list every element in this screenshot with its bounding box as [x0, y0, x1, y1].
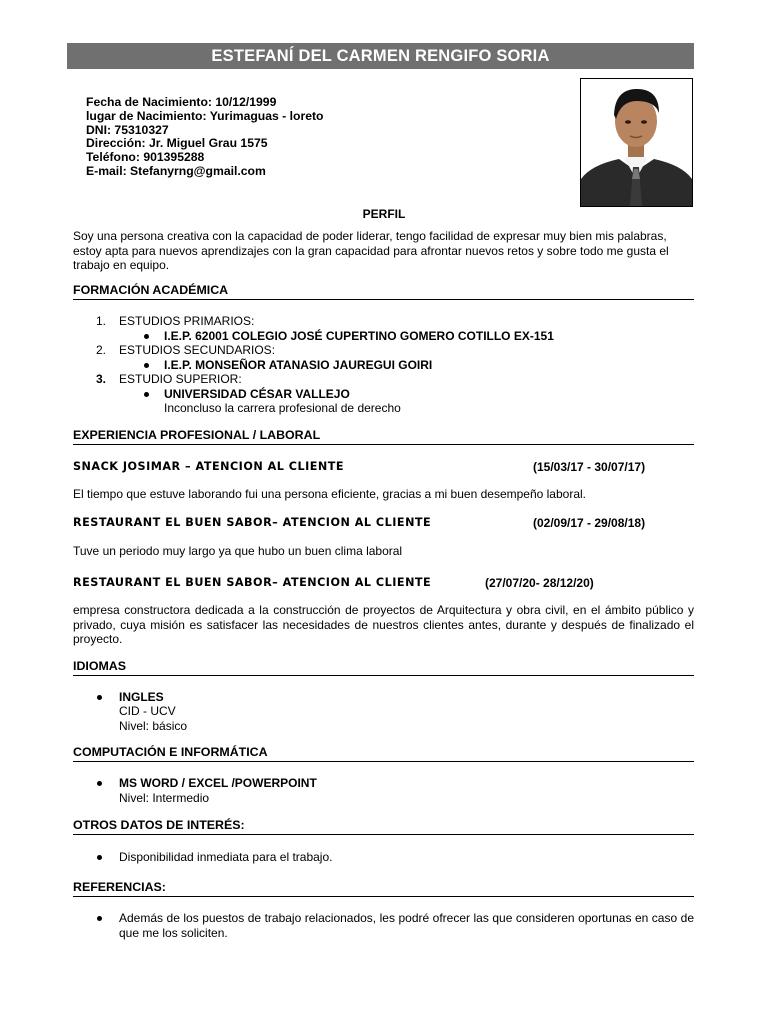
- section-experiencia: EXPERIENCIA PROFESIONAL / LABORAL: [73, 428, 694, 445]
- section-computacion: COMPUTACIÓN E INFORMÁTICA: [73, 745, 694, 762]
- email: E-mail: Stefanyrng@gmail.com: [86, 163, 266, 178]
- section-formacion: FORMACIÓN ACADÉMICA: [73, 283, 694, 300]
- perfil-text: Soy una persona creativa con la capacidad de poder liderar, tengo facilidad de expresar muy bien mis palabras, estoy apta para nuevos aprendizajes con la gran capacidad para afrontar nuevos retos y sobre todo me gusta el trabajo en equipo.: [73, 229, 669, 273]
- list-number: 3.: [96, 372, 107, 386]
- job-title: SNACK JOSIMAR – ATENCION AL CLIENTE: [73, 460, 345, 473]
- perfil-title: PERFIL: [362, 207, 406, 221]
- secondary-school: I.E.P. MONSEÑOR ATANASIO JAUREGUI GOIRI: [164, 358, 433, 372]
- bullet: [97, 916, 102, 921]
- primary-school: I.E.P. 62001 COLEGIO JOSÉ CUPERTINO GOMERO COTILLO EX-151: [164, 329, 554, 343]
- language-place: CID - UCV: [119, 704, 176, 718]
- software-name: MS WORD / EXCEL /POWERPOINT: [119, 776, 317, 790]
- bullet: [97, 855, 102, 860]
- bullet: [144, 392, 149, 397]
- job-dates: (02/09/17 - 29/08/18): [533, 516, 646, 530]
- bullet: [144, 363, 149, 368]
- availability: Disponibilidad inmediata para el trabajo.: [119, 850, 333, 864]
- university-note: Inconcluso la carrera profesional de derecho: [164, 401, 401, 415]
- address: Dirección: Jr. Miguel Grau 1575: [86, 136, 268, 151]
- job-title: RESTAURANT EL BUEN SABOR– ATENCION AL CLIENTE: [73, 576, 432, 589]
- higher-label: ESTUDIO SUPERIOR:: [119, 372, 242, 386]
- dni: DNI: 75310327: [86, 122, 169, 137]
- bullet: [144, 334, 149, 339]
- personal-info: [86, 96, 323, 179]
- section-referencias: REFERENCIAS:: [73, 880, 694, 897]
- profile-photo: [580, 78, 693, 207]
- primary-label: ESTUDIOS PRIMARIOS:: [119, 314, 255, 328]
- list-number: 1.: [96, 314, 107, 328]
- bullet: [97, 781, 102, 786]
- software-level: Nivel: Intermedio: [119, 791, 210, 805]
- section-idiomas: IDIOMAS: [73, 659, 694, 676]
- section-otros: OTROS DATOS DE INTERÉS:: [73, 818, 694, 835]
- job-dates: (27/07/20- 28/12/20): [485, 576, 594, 590]
- references-text: Además de los puestos de trabajo relacionados, les podré ofrecer las que consideren oportunas en caso de que me los soliciten.: [119, 911, 694, 940]
- birth-date: Fecha de Nacimiento: 10/12/1999: [86, 95, 277, 109]
- bullet: [97, 695, 102, 700]
- job-description: El tiempo que estuve laborando fui una persona eficiente, gracias a mi buen desempeño laboral.: [73, 487, 586, 501]
- phone: Teléfono: 901395288: [86, 150, 205, 165]
- job-title: RESTAURANT EL BUEN SABOR– ATENCION AL CLIENTE: [73, 516, 432, 529]
- language-level: Nivel: básico: [119, 719, 188, 733]
- birth-place: lugar de Nacimiento: Yurimaguas - loreto: [86, 108, 324, 123]
- list-number: 2.: [96, 343, 107, 357]
- name-title: ESTEFANÍ DEL CARMEN RENGIFO SORIA: [67, 43, 694, 69]
- university: UNIVERSIDAD CÉSAR VALLEJO: [164, 387, 350, 401]
- job-description: Tuve un periodo muy largo ya que hubo un buen clima laboral: [73, 544, 403, 558]
- job-description: empresa constructora dedicada a la construcción de proyectos de Arquitectura y obra civil, en el ámbito público y privado, cuya misión es satisfacer las necesidades de nuestros clientes antes, durante y después de finalizado el proyecto.: [73, 603, 694, 647]
- language-name: INGLES: [119, 690, 164, 704]
- job-dates: (15/03/17 - 30/07/17): [533, 460, 646, 474]
- secondary-label: ESTUDIOS SECUNDARIOS:: [119, 343, 276, 357]
